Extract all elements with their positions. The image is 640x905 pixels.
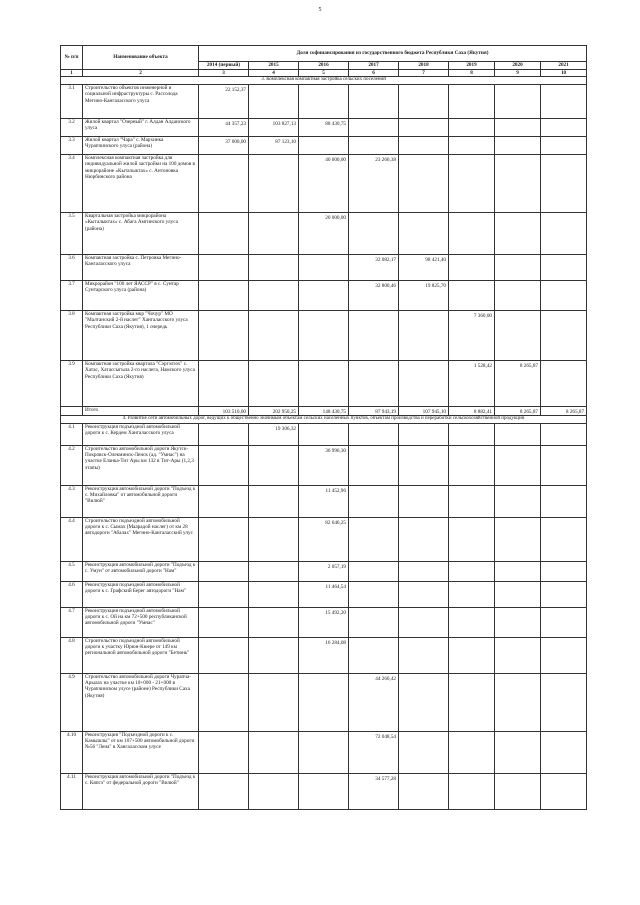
object-name: Строительство автомобильной дороги Якутск-Покровск-Олекминск-Ленск (ад. "Умнас") на участке Еланка-Тит Ары км 132 в Тит-Ары (1,2,3 этапы) <box>83 445 199 485</box>
amount-cell <box>299 773 349 809</box>
amount-cell <box>449 136 495 154</box>
object-name: Реконструкция автомобильной дороги "Подъезд к с. Кяпсэ" от федеральной дороги "Вилюй" <box>83 773 199 809</box>
table-row <box>61 731 587 773</box>
row-number: 4.7 <box>61 607 83 637</box>
amount-cell <box>299 136 349 154</box>
row-number: 3.5 <box>61 212 83 254</box>
table-row <box>61 637 587 673</box>
column-index: 1 <box>61 70 83 77</box>
amount-cell <box>495 136 541 154</box>
amount-cell <box>449 280 495 310</box>
amount-cell <box>541 673 587 731</box>
object-name: Квартальная застройка микрорайона «Кыталыктах» с. Абага Амгинского улуса (района) <box>83 212 199 254</box>
amount-cell <box>399 517 449 561</box>
total-row <box>61 406 587 415</box>
section-4-title-text: 4. Развитие сети автомобильных дорог, ведущих к общественно значимым объектам сельских населенных пунктов, объектам производства и переработки сельскохозяйственной продукции <box>61 416 587 423</box>
header-group: Доля софинансирования из государственного бюджета Республики Саха (Якутия) <box>199 46 587 62</box>
amount-cell <box>349 84 399 118</box>
year-header: 2019 <box>449 62 495 70</box>
year-header: 2014 (первый) <box>199 62 249 70</box>
amount-cell <box>199 212 249 254</box>
amount-cell <box>541 581 587 607</box>
amount-cell <box>249 607 299 637</box>
row-number: 3.6 <box>61 254 83 280</box>
column-index: 7 <box>399 70 449 77</box>
amount-cell <box>541 212 587 254</box>
amount-cell <box>541 445 587 485</box>
amount-cell <box>495 423 541 445</box>
amount-cell <box>495 212 541 254</box>
amount-cell <box>399 485 449 517</box>
amount-cell <box>495 773 541 809</box>
year-header: 2021 <box>541 62 587 70</box>
amount-cell <box>495 581 541 607</box>
amount-cell <box>199 423 249 445</box>
row-number: 3.9 <box>61 360 83 406</box>
amount-cell <box>541 280 587 310</box>
amount-cell <box>541 360 587 406</box>
amount-cell: 34 577,28 <box>349 773 399 809</box>
table-row <box>61 360 587 406</box>
amount-cell: 8 265,87 <box>495 360 541 406</box>
table-row <box>61 212 587 254</box>
row-number: 4.5 <box>61 561 83 581</box>
amount-cell <box>449 118 495 136</box>
amount-cell <box>199 517 249 561</box>
amount-cell <box>349 485 399 517</box>
amount-cell <box>399 561 449 581</box>
amount-cell <box>495 673 541 731</box>
column-index: 2 <box>83 70 199 77</box>
row-number: 4.8 <box>61 637 83 673</box>
row-number: 4.9 <box>61 673 83 731</box>
amount-cell <box>249 254 299 280</box>
row-number: 3.3 <box>61 136 83 154</box>
section-3-title-text: 3. Комплексная компактная застройка сельских поселений <box>61 77 587 84</box>
amount-cell <box>495 561 541 581</box>
amount-cell <box>495 84 541 118</box>
amount-cell: 22 152,37 <box>199 84 249 118</box>
total-amount: 148 430,75 <box>299 406 349 415</box>
amount-cell <box>541 118 587 136</box>
amount-cell <box>349 118 399 136</box>
total-amount: 103 510,00 <box>199 406 249 415</box>
object-name: Компактная застройка с. Петровка Мегино-Кангаласского улуса <box>83 254 199 280</box>
amount-cell: 32 800,46 <box>349 280 399 310</box>
amount-cell <box>541 136 587 154</box>
amount-cell <box>199 581 249 607</box>
amount-cell <box>399 136 449 154</box>
row-number: 4.2 <box>61 445 83 485</box>
table-row <box>61 581 587 607</box>
amount-cell: 44 260,42 <box>349 673 399 731</box>
amount-cell <box>249 581 299 607</box>
amount-cell <box>249 673 299 731</box>
amount-cell <box>495 310 541 360</box>
header-num: № п/п <box>61 46 83 70</box>
amount-cell <box>541 254 587 280</box>
amount-cell: 15 492,20 <box>299 607 349 637</box>
amount-cell <box>541 637 587 673</box>
object-name: Жилой квартал "Озерный" г. Алдан Алданского улуса <box>83 118 199 136</box>
amount-cell <box>449 561 495 581</box>
row-number: 4.1 <box>61 423 83 445</box>
amount-cell <box>449 773 495 809</box>
amount-cell: 16 284,08 <box>299 637 349 673</box>
amount-cell <box>299 310 349 360</box>
amount-cell <box>399 673 449 731</box>
amount-cell <box>249 485 299 517</box>
amount-cell <box>399 731 449 773</box>
object-name: Реконструкция подъездной автомобильной дороги к с. Кердем Хангаласского улуса <box>83 423 199 445</box>
column-index: 8 <box>449 70 495 77</box>
amount-cell: 20 000,00 <box>299 212 349 254</box>
amount-cell <box>349 607 399 637</box>
amount-cell <box>349 637 399 673</box>
amount-cell <box>199 310 249 360</box>
amount-cell: 2 057,19 <box>299 561 349 581</box>
amount-cell <box>541 731 587 773</box>
amount-cell <box>349 581 399 607</box>
object-name: Реконструкция автомобильной дороги "Подъезд к с. Михайловка" от автомобильной дороги "Вилюй" <box>83 485 199 517</box>
amount-cell <box>199 561 249 581</box>
year-header: 2017 <box>349 62 399 70</box>
table-row <box>61 561 587 581</box>
table-row <box>61 118 587 136</box>
column-index: 6 <box>349 70 399 77</box>
column-index: 9 <box>495 70 541 77</box>
table-row <box>61 445 587 485</box>
amount-cell <box>495 254 541 280</box>
amount-cell <box>399 423 449 445</box>
object-name: Жилой квартал "Чара" с. Мархинка Чурапчинского улуса (района) <box>83 136 199 154</box>
page-number: 5 <box>318 7 322 13</box>
row-number: 4.4 <box>61 517 83 561</box>
amount-cell <box>399 360 449 406</box>
amount-cell <box>199 154 249 212</box>
table-row <box>61 136 587 154</box>
amount-cell <box>449 84 495 118</box>
table-row <box>61 485 587 517</box>
year-header: 2015 <box>249 62 299 70</box>
table-row <box>61 254 587 280</box>
amount-cell <box>399 154 449 212</box>
amount-cell: 72 048,54 <box>349 731 399 773</box>
amount-cell <box>495 517 541 561</box>
amount-cell <box>449 581 495 607</box>
amount-cell <box>199 445 249 485</box>
table-row <box>61 607 587 637</box>
amount-cell <box>349 212 399 254</box>
amount-cell <box>541 773 587 809</box>
amount-cell <box>199 280 249 310</box>
amount-cell <box>199 607 249 637</box>
amount-cell <box>541 310 587 360</box>
object-name: Микрорайон "100 лет ЯАССР" в с. Сунтар Сунтарского улуса (района) <box>83 280 199 310</box>
object-name: Строительство подъездной автомобильной дороги к с. Сымах (Маарадой наслег) от км 28 автодороги "Абалах" Мегино-Кангаласский улус <box>83 517 199 561</box>
amount-cell <box>541 485 587 517</box>
amount-cell <box>449 423 495 445</box>
amount-cell <box>249 212 299 254</box>
total-amount: 107 945,10 <box>399 406 449 415</box>
amount-cell: 32 082,17 <box>349 254 399 280</box>
amount-cell <box>449 212 495 254</box>
table-row <box>61 673 587 731</box>
amount-cell <box>249 517 299 561</box>
amount-cell <box>299 254 349 280</box>
amount-cell <box>199 731 249 773</box>
amount-cell <box>399 212 449 254</box>
object-name: Реконструкция подъездной автомобильной дороги к с. Ой на км 72+500 республиканской автомобильной дороги "Умнас" <box>83 607 199 637</box>
total-amount: 8 265,87 <box>541 406 587 415</box>
amount-cell: 11 464,54 <box>299 581 349 607</box>
amount-cell <box>399 607 449 637</box>
amount-cell <box>199 773 249 809</box>
section-4-title <box>61 416 587 423</box>
amount-cell <box>399 445 449 485</box>
amount-cell <box>541 561 587 581</box>
row-number: 4.3 <box>61 485 83 517</box>
amount-cell <box>541 607 587 637</box>
total-amount: 8 882,41 <box>449 406 495 415</box>
amount-cell: 82 646,25 <box>299 517 349 561</box>
amount-cell <box>495 607 541 637</box>
amount-cell <box>249 773 299 809</box>
amount-cell <box>449 485 495 517</box>
object-name: Строительство объектов инженерной и социальной инфраструктуры с. Рассолода Мегино-Кангаласского улуса <box>83 84 199 118</box>
amount-cell <box>399 637 449 673</box>
amount-cell <box>449 673 495 731</box>
amount-cell <box>349 136 399 154</box>
row-number: 4.6 <box>61 581 83 607</box>
amount-cell <box>495 485 541 517</box>
amount-cell: 44 357,23 <box>199 118 249 136</box>
amount-cell: 98 421,40 <box>399 254 449 280</box>
amount-cell <box>249 84 299 118</box>
column-index: 10 <box>541 70 587 77</box>
amount-cell <box>199 673 249 731</box>
amount-cell <box>349 517 399 561</box>
amount-cell <box>449 254 495 280</box>
amount-cell <box>299 360 349 406</box>
object-name: Реконструкция подъездной автомобильной дороги к с. Графский Берег автодороги "Нам" <box>83 581 199 607</box>
amount-cell <box>249 637 299 673</box>
amount-cell <box>495 731 541 773</box>
amount-cell <box>449 731 495 773</box>
amount-cell <box>541 423 587 445</box>
total-num <box>61 406 83 415</box>
amount-cell <box>299 423 349 445</box>
table-row <box>61 310 587 360</box>
total-label: Итого <box>83 406 199 415</box>
amount-cell <box>495 280 541 310</box>
amount-cell <box>541 517 587 561</box>
total-amount: 87 943,19 <box>349 406 399 415</box>
amount-cell <box>449 637 495 673</box>
amount-cell <box>299 280 349 310</box>
table-row <box>61 280 587 310</box>
amount-cell: 7 360,00 <box>449 310 495 360</box>
amount-cell <box>349 423 399 445</box>
object-name: Компактная застройка мкр "Чочур" МО "Малтанский 2-й наслег" Хангаласского улуса Республики Саха (Якутия), 1 очередь <box>83 310 199 360</box>
year-header: 2020 <box>495 62 541 70</box>
amount-cell: 40 000,00 <box>299 154 349 212</box>
amount-cell: 19 306,32 <box>249 423 299 445</box>
amount-cell: 23 260,38 <box>349 154 399 212</box>
object-name: Реконструкция "Подъездной дороги к с. Камышлы" от км 107+500 автомобильной дороги №56 "Лена" в Хангаласском улусе <box>83 731 199 773</box>
table-row <box>61 84 587 118</box>
object-name: Компактная застройка квартала "Сэргэлээх" с. Хатас, Хатассыгыла 2-го наслега, Намского улуса Республики Саха (Якутия) <box>83 360 199 406</box>
object-name: Реконструкция автомобильной дороги "Подъезд к с. Умун" от автомобильной дороги "Нам" <box>83 561 199 581</box>
amount-cell <box>249 731 299 773</box>
amount-cell <box>349 360 399 406</box>
amount-cell <box>495 154 541 212</box>
amount-cell <box>249 310 299 360</box>
object-name: Комплексная компактная застройка для индивидуальной жилой застройки на 100 домов в микрорайоне «Кыталыктах» с. Антоновка Нюрбинского района <box>83 154 199 212</box>
amount-cell: 88 430,75 <box>299 118 349 136</box>
row-number: 4.10 <box>61 731 83 773</box>
amount-cell <box>449 445 495 485</box>
year-header: 2016 <box>299 62 349 70</box>
amount-cell <box>399 84 449 118</box>
amount-cell <box>299 84 349 118</box>
total-amount: 202 950,25 <box>249 406 299 415</box>
amount-cell <box>495 637 541 673</box>
row-number: 3.2 <box>61 118 83 136</box>
amount-cell <box>449 154 495 212</box>
amount-cell <box>299 731 349 773</box>
amount-cell <box>249 360 299 406</box>
object-name: Строительство подъездной автомобильной дороги к участку Юрюн-Кюере от 149 км региональной автомобильной дороги "Бетюнь" <box>83 637 199 673</box>
amount-cell <box>495 445 541 485</box>
amount-cell: 103 827,13 <box>249 118 299 136</box>
amount-cell: 87 123,10 <box>249 136 299 154</box>
amount-cell <box>541 84 587 118</box>
amount-cell <box>199 485 249 517</box>
row-number: 4.11 <box>61 773 83 809</box>
amount-cell: 37 000,00 <box>199 136 249 154</box>
table-row <box>61 154 587 212</box>
amount-cell <box>199 360 249 406</box>
amount-cell <box>399 118 449 136</box>
row-number: 3.1 <box>61 84 83 118</box>
amount-cell <box>249 445 299 485</box>
table-row <box>61 517 587 561</box>
amount-cell <box>199 254 249 280</box>
amount-cell <box>199 637 249 673</box>
column-index: 3 <box>199 70 249 77</box>
header-name: Наименование объекта <box>83 46 199 70</box>
amount-cell <box>541 154 587 212</box>
amount-cell: 19 825,70 <box>399 280 449 310</box>
amount-cell <box>495 118 541 136</box>
row-number: 3.4 <box>61 154 83 212</box>
section-3-title <box>61 77 587 84</box>
amount-cell <box>449 607 495 637</box>
amount-cell <box>249 561 299 581</box>
amount-cell <box>399 310 449 360</box>
amount-cell <box>399 773 449 809</box>
amount-cell: 11 452,96 <box>299 485 349 517</box>
row-number: 3.7 <box>61 280 83 310</box>
amount-cell <box>249 280 299 310</box>
year-header: 2018 <box>399 62 449 70</box>
amount-cell <box>299 673 349 731</box>
table-row <box>61 773 587 809</box>
column-index: 4 <box>249 70 299 77</box>
amount-cell <box>349 310 399 360</box>
amount-cell <box>249 154 299 212</box>
amount-cell: 1 528,42 <box>449 360 495 406</box>
funding-table <box>60 45 587 810</box>
column-index: 5 <box>299 70 349 77</box>
table-row <box>61 423 587 445</box>
object-name: Строительство автомобильной дороги Чурапча-Арылах на участке км 10+000 - 21+000 в Чурапчинском улусе (районе) Республики Саха (Якутия) <box>83 673 199 731</box>
amount-cell <box>349 445 399 485</box>
amount-cell: 36 996,30 <box>299 445 349 485</box>
row-number: 3.8 <box>61 310 83 360</box>
amount-cell <box>449 517 495 561</box>
amount-cell <box>349 561 399 581</box>
total-amount: 8 265,87 <box>495 406 541 415</box>
amount-cell <box>399 581 449 607</box>
